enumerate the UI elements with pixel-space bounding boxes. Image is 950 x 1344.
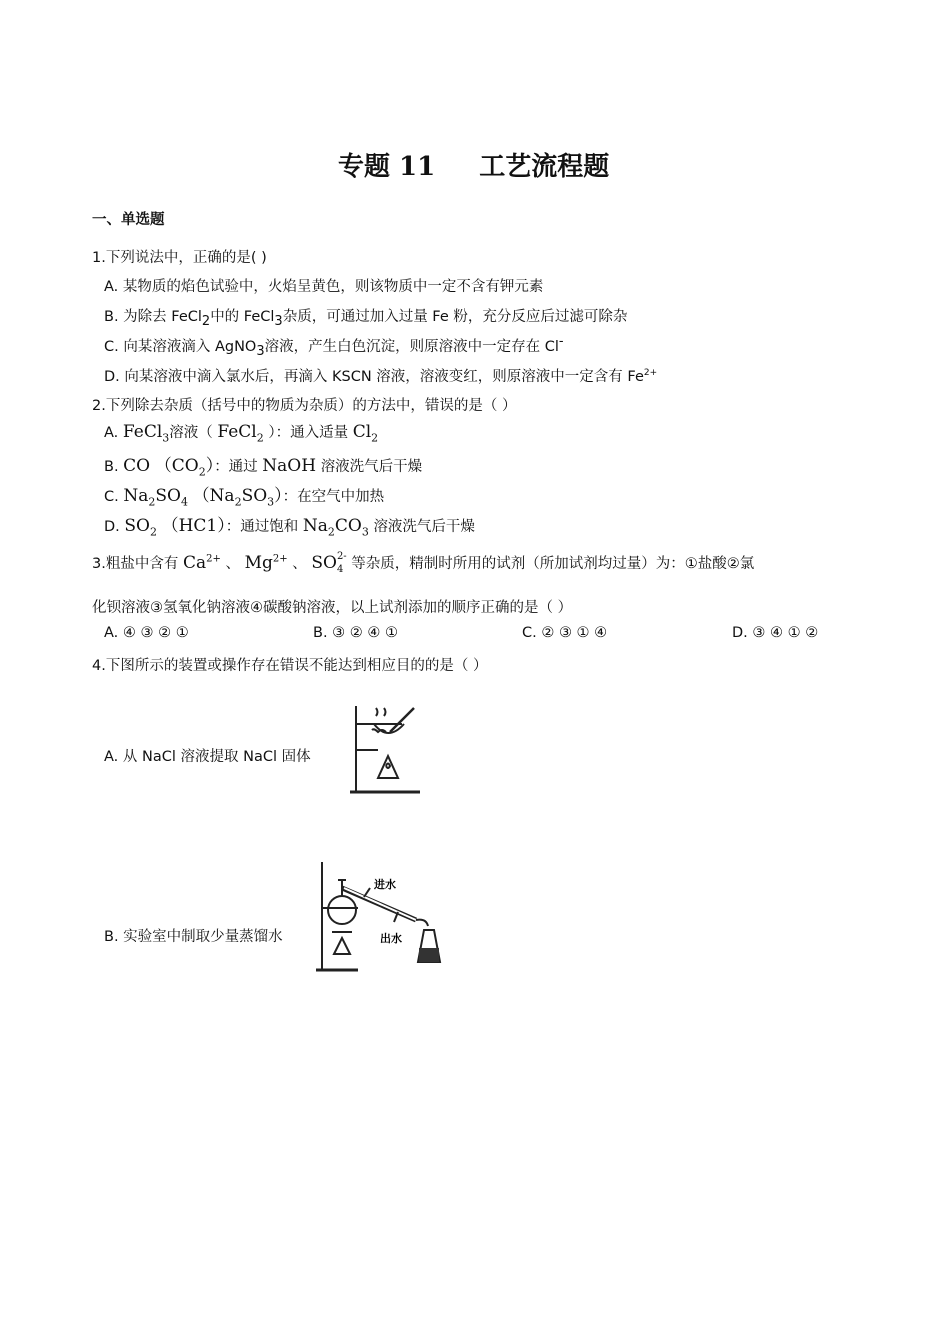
q1-c-text1: C. 向某溶液滴入 AgNO bbox=[104, 339, 257, 355]
q1-c-text2: 溶液，产生白色沉淀，则原溶液中一定存在 Cl bbox=[264, 339, 559, 355]
q3-stem-pre: 3.粗盐中含有 bbox=[92, 556, 179, 572]
q2-c-paren: （Na bbox=[192, 486, 235, 506]
q2-b-formula1: CO bbox=[123, 456, 151, 476]
page-title bbox=[338, 146, 609, 183]
q2-d-label: D. bbox=[104, 519, 120, 535]
q3-sep1: 、 bbox=[225, 556, 240, 572]
q2-b-paren: （CO bbox=[154, 456, 199, 476]
q3-ion-so4: SO bbox=[311, 553, 337, 573]
q2-d-f2b: CO bbox=[334, 516, 362, 536]
q2-c-label: C. bbox=[104, 489, 119, 505]
q1-option-d bbox=[104, 365, 657, 386]
q2-d-formula1-sub: 2 bbox=[149, 525, 157, 539]
q1-b-text3: 杂质，可通过加入过量 Fe 粉，充分反应后过滤可除杂 bbox=[282, 309, 628, 325]
q2-a-formula3-sub: 2 bbox=[371, 431, 379, 445]
q2-stem: 2.下列除去杂质（括号中的物质为杂质）的方法中，错误的是（ ） bbox=[92, 398, 517, 414]
q3-ion-so4-sub: 4 bbox=[336, 564, 344, 575]
q3-stem-line2: 化钡溶液③氢氧化钠溶液④碳酸钠溶液，以上试剂添加的顺序正确的是（ ） bbox=[92, 600, 573, 616]
q4-option-b: B. 实验室中制取少量蒸馏水 bbox=[104, 929, 283, 945]
q2-d-text1: ：通过饱和 bbox=[225, 519, 299, 535]
q3-ion-so4-charge: 2- bbox=[336, 551, 347, 562]
q2-c-paren-s2: 3 bbox=[267, 495, 275, 509]
section-heading: 一、单选题 bbox=[92, 212, 165, 228]
q3-ion-ca: Ca bbox=[182, 553, 207, 573]
label-water-out: 出水 bbox=[380, 932, 402, 945]
q2-c-f1b: SO bbox=[155, 486, 181, 506]
q1-b-text1: B. 为除去 FeCl bbox=[104, 309, 202, 325]
q2-c-paren-b: SO bbox=[241, 486, 268, 506]
title-part1: 专题 11 bbox=[338, 152, 436, 182]
q4-stem: 4.下图所示的装置或操作存在错误不能达到相应目的的是（ ） bbox=[92, 658, 488, 674]
q1-c-sup: - bbox=[558, 334, 564, 350]
label-water-in: 进水 bbox=[374, 878, 396, 891]
q2-a-label: A. bbox=[104, 425, 119, 441]
q1-option-b bbox=[104, 305, 628, 329]
q2-c-f1s1: 2 bbox=[148, 495, 156, 509]
q2-a-text2: ）：通入适量 bbox=[268, 425, 349, 441]
q1-d-sup: 2+ bbox=[643, 368, 658, 379]
q2-c-f1a: Na bbox=[123, 486, 149, 506]
q4-option-a: A. 从 NaCl 溶液提取 NaCl 固体 bbox=[104, 749, 311, 765]
q1-stem: 1.下列说法中，正确的是( ) bbox=[92, 250, 267, 266]
q2-a-text1: 溶液（ bbox=[169, 425, 213, 441]
q3-option-b: B. ③ ② ④ ① bbox=[313, 625, 398, 641]
q2-c-paren-s1: 2 bbox=[234, 495, 242, 509]
q2-option-a bbox=[104, 421, 379, 445]
q1-c-sub: 3 bbox=[256, 343, 265, 359]
q2-d-text2: 溶液洗气后干燥 bbox=[373, 519, 475, 535]
q2-a-formula1-sub: 3 bbox=[162, 431, 170, 445]
q1-b-sub2: 3 bbox=[274, 313, 283, 329]
q2-b-text1: ：通过 bbox=[214, 459, 258, 475]
q2-b-label: B. bbox=[104, 459, 119, 475]
q1-option-a: A. 某物质的焰色试验中，火焰呈黄色，则该物质中一定不含有钾元素 bbox=[104, 279, 544, 295]
q1-b-sub1: 2 bbox=[201, 313, 211, 329]
q3-ion-mg-charge: 2+ bbox=[272, 553, 288, 565]
evaporation-apparatus-figure bbox=[348, 702, 424, 798]
q2-b-text2: 溶液洗气后干燥 bbox=[320, 459, 423, 475]
q3-stem-line1 bbox=[92, 552, 754, 575]
q2-d-formula1: SO bbox=[124, 516, 150, 536]
q2-d-f2a: Na bbox=[302, 516, 328, 536]
q3-option-d: D. ③ ④ ① ② bbox=[732, 625, 819, 641]
q3-sep2: 、 bbox=[292, 556, 307, 572]
q2-option-c bbox=[104, 481, 385, 509]
q2-c-f1s2: 4 bbox=[180, 495, 188, 509]
q2-a-formula2: FeCl bbox=[217, 422, 257, 442]
distillation-apparatus-figure bbox=[314, 858, 446, 976]
q2-c-text1: ：在空气中加热 bbox=[282, 489, 385, 505]
q2-a-formula2-sub: 2 bbox=[256, 431, 264, 445]
q3-ion-ca-charge: 2+ bbox=[206, 553, 221, 565]
q2-b-paren-sub: 2 bbox=[198, 465, 206, 479]
q1-b-text2: 中的 FeCl bbox=[210, 309, 275, 325]
q3-option-c: C. ② ③ ① ④ bbox=[522, 625, 608, 641]
q2-b-formula2: NaOH bbox=[262, 456, 317, 476]
q1-d-text: D. 向某溶液中滴入氯水后，再滴入 KSCN 溶液，溶液变红，则原溶液中一定含有 Fe bbox=[104, 369, 644, 385]
q2-a-formula1: FeCl bbox=[122, 422, 163, 442]
q1-option-c bbox=[104, 334, 564, 359]
q2-b-paren-end: ） bbox=[205, 456, 215, 476]
q2-d-f2s2: 3 bbox=[361, 525, 369, 539]
q3-option-a: A. ④ ③ ② ① bbox=[104, 625, 189, 641]
q3-stem-post: 等杂质，精制时所用的试剂（所加试剂均过量）为：①盐酸②氯 bbox=[351, 556, 755, 572]
q2-option-b bbox=[104, 451, 423, 479]
q2-a-formula3: Cl bbox=[352, 422, 372, 442]
q2-option-d bbox=[104, 511, 475, 539]
q2-d-f2s1: 2 bbox=[327, 525, 335, 539]
title-part2: 工艺流程题 bbox=[479, 152, 610, 182]
q2-c-paren-end: ） bbox=[274, 486, 283, 506]
q2-d-paren: （HC1） bbox=[161, 516, 226, 536]
q3-ion-mg: Mg bbox=[244, 553, 273, 573]
